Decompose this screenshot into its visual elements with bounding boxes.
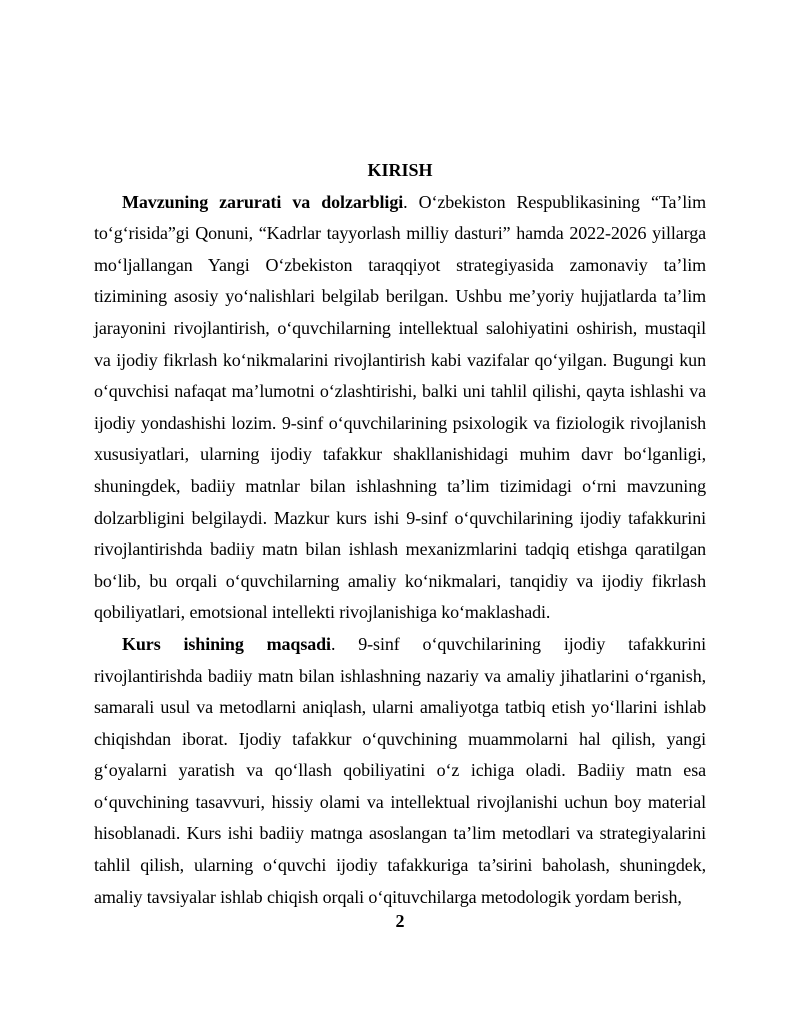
page-title: KIRISH (367, 160, 433, 180)
paragraph-relevance (94, 187, 706, 629)
paragraph-heading-goal: Kurs ishining maqsadi (122, 633, 331, 654)
paragraph-body-relevance: . O‘zbekiston Respublikasining “Ta’lim to‘g‘risida”gi Qonuni, “Kadrlar tayyorlash milliy dasturi” hamda 2022-2026 yillarga mo‘ljallangan Yangi O‘zbekiston taraqqiyot strategiyasida zamonaviy ta’lim tizimining asosiy yo‘nalishlari belgilab berilgan. Ushbu me’yoriy hujjatlarda ta’lim jarayonini rivojlantirish, o‘quvchilarning intellektual salohiyatini oshirish, mustaqil va ijodiy fikrlash ko‘nikmalarini rivojlantirish kabi vazifalar qo‘yilgan. Bugungi kun o‘quvchisi nafaqat ma’lumotni o‘zlashtirishi, balki uni tahlil qilishi, qayta ishlashi va ijodiy yondashishi lozim. 9-sinf o‘quvchilarining psixologik va fiziologik rivojlanish xususiyatlari, ularning ijodiy tafakkur shakllanishidagi muhim davr bo‘lganligi, shuningdek, badiiy matnlar bilan ishlashning ta’lim tizimidagi o‘rni mavzuning dolzarbligini belgilaydi. Mazkur kurs ishi 9-sinf o‘quvchilarining ijodiy tafakkurini rivojlantirishda badiiy matn bilan ishlash mexanizmlarini tadqiq etishga qaratilgan bo‘lib, bu orqali o‘quvchilarning amaliy ko‘nikmalari, tanqidiy va ijodiy fikrlash qobiliyatlari, emotsional intellekti rivojlanishiga ko‘maklashadi. (94, 191, 706, 623)
paragraph-body-goal: . 9-sinf o‘quvchilarining ijodiy tafakkurini rivojlantirishda badiiy matn bilan ishlashning nazariy va amaliy jihatlarini o‘rganish, samarali usul va metodlarni aniqlash, ularni amaliyotga tatbiq etish yo‘llarini ishlab chiqishdan iborat. Ijodiy tafakkur o‘quvchining muammolarni hal qilish, yangi g‘oyalarni yaratish va qo‘llash qobiliyatini o‘z ichiga oladi. Badiiy matn esa o‘quvchining tasavvuri, hissiy olami va intellektual rivojlanishi uchun boy material hisoblanadi. Kurs ishi badiiy matnga asoslangan ta’lim metodlari va strategiyalarini tahlil qilish, ularning o‘quvchi ijodiy tafakkuriga ta’sirini baholash, shuningdek, amaliy tavsiyalar ishlab chiqish orqali o‘qituvchilarga metodologik yordam berish, (94, 633, 706, 907)
page-number: 2 (395, 911, 405, 931)
paragraph-heading-relevance: Mavzuning zarurati va dolzarbligi (122, 191, 404, 212)
paragraph-goal (94, 629, 706, 913)
page-content (94, 155, 706, 913)
